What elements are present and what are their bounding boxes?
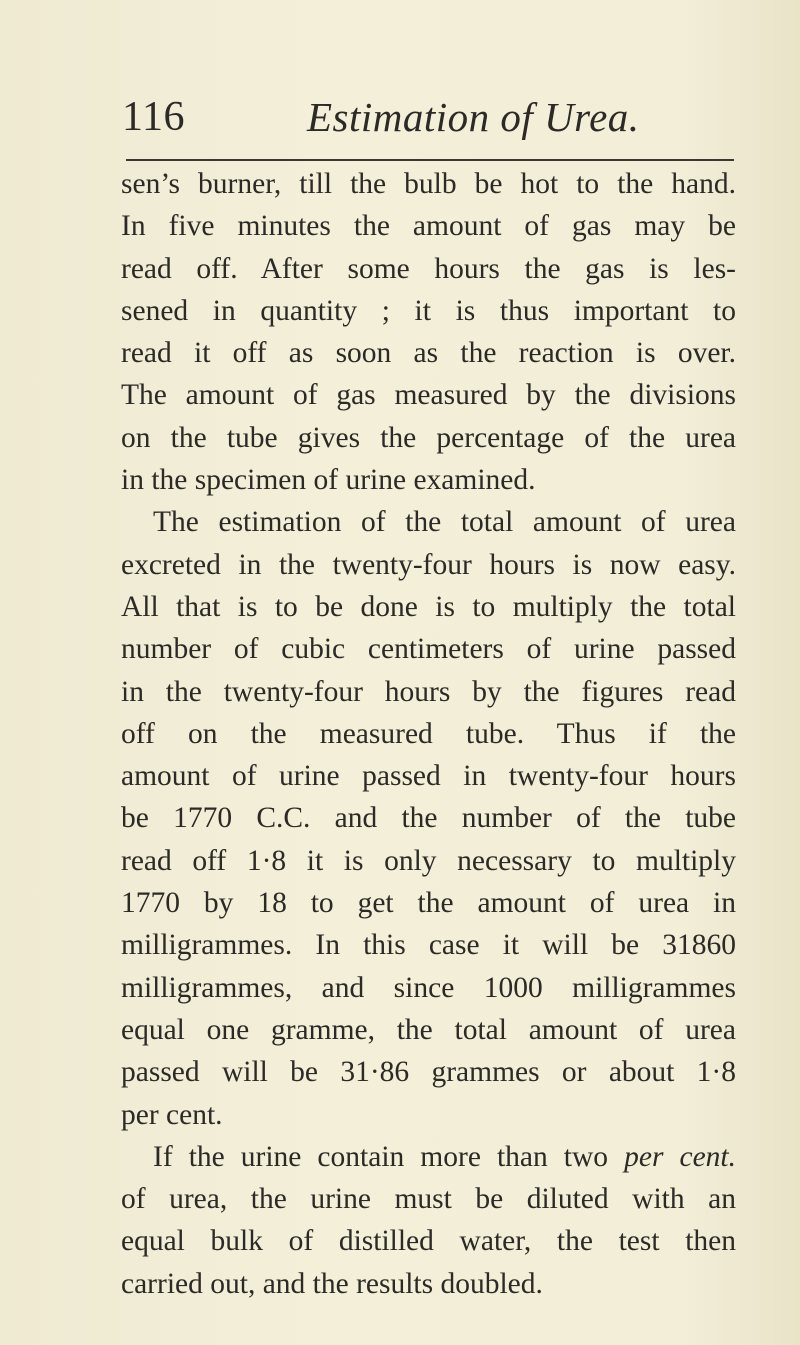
text-line: of urea, the urine must be diluted with an — [121, 1183, 736, 1216]
text-line: equal bulk of distilled water, the test then — [121, 1225, 736, 1258]
text-line: milligrammes, and since 1000 milligrammes — [121, 971, 736, 1004]
text-line: on the tube gives the percentage of the urea — [121, 421, 736, 454]
text-line: read it off as soon as the reaction is over. — [121, 337, 736, 370]
text-line: milligrammes. In this case it will be 31860 — [121, 929, 736, 962]
text-line: The amount of gas measured by the divisions — [121, 379, 736, 412]
text-line-italic: per cent. — [624, 1140, 736, 1173]
text-line-plain: If the urine contain more than two — [153, 1140, 609, 1173]
text-line: sen’s burner, till the bulb be hot to the hand. — [121, 168, 736, 200]
text-line: sened in quantity ; it is thus important to — [121, 294, 736, 327]
text-line: The estimation of the total amount of urea — [153, 506, 736, 539]
header-rule — [126, 159, 734, 161]
page-header — [0, 92, 800, 142]
text-line: off on the measured tube. Thus if the — [121, 717, 736, 750]
running-title: Estimation of Urea. — [307, 94, 640, 140]
text-line: excreted in the twenty-four hours is now easy. — [121, 548, 736, 581]
text-line: amount of urine passed in twenty-four hours — [121, 760, 736, 793]
text-line — [121, 1136, 736, 1178]
text-line: in the specimen of urine examined. — [121, 464, 536, 497]
text-line: carried out, and the results doubled. — [121, 1267, 543, 1300]
body-text — [121, 163, 736, 1305]
text-line: In five minutes the amount of gas may be — [121, 210, 736, 243]
text-line: All that is to be done is to multiply the total — [121, 590, 736, 623]
text-line: read off 1·8 it is only necessary to multiply — [121, 844, 736, 877]
text-line: number of cubic centimeters of urine passed — [121, 633, 736, 666]
text-line: be 1770 C.C. and the number of the tube — [121, 802, 736, 835]
text-line: in the twenty-four hours by the figures read — [121, 675, 736, 708]
text-line: read off. After some hours the gas is les- — [121, 252, 736, 285]
text-line: per cent. — [121, 1098, 223, 1131]
text-line: equal one gramme, the total amount of urea — [121, 1013, 736, 1046]
text-line: passed will be 31·86 grammes or about 1·8 — [121, 1056, 736, 1089]
text-line: 1770 by 18 to get the amount of urea in — [121, 887, 736, 920]
page-number: 116 — [122, 94, 185, 140]
